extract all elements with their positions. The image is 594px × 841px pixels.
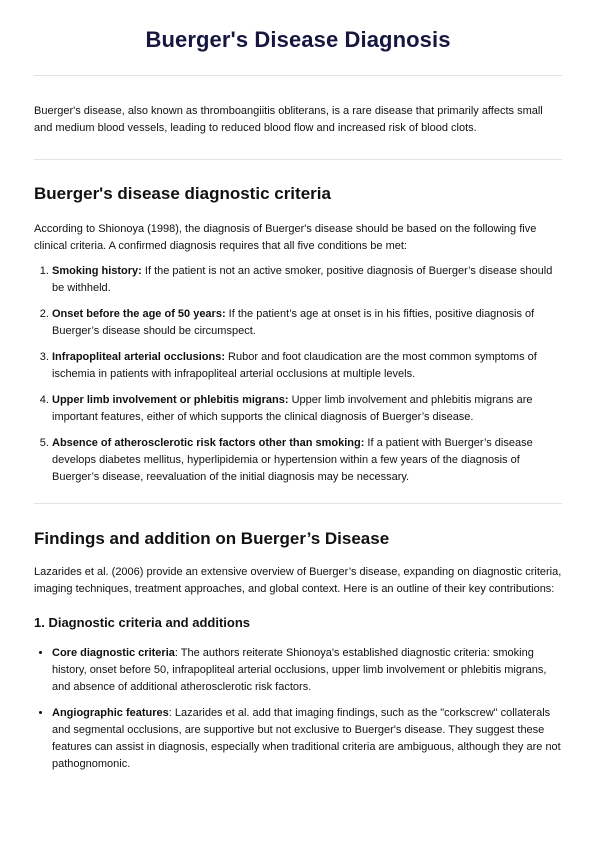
item-text: Rubor and foot claudication are the most common symptoms of ischemia in patients with infrapopliteal arterial occlusions at multiple levels. xyxy=(52,351,537,380)
divider xyxy=(34,159,562,160)
criteria-lead: According to Shionoya (1998), the diagnosis of Buerger's disease should be based on the following five clinical criteria. A confirmed diagnosis requires that all five conditions be met: xyxy=(34,223,537,252)
list-item xyxy=(52,349,562,383)
item-text: Upper limb involvement and phlebitis migrans are important features, either of which supports the clinical diagnosis of Buerger’s disease. xyxy=(52,394,533,423)
intro-paragraph: Buerger's disease, also known as thromboangiitis obliterans, is a rare disease that primarily affects small and medium blood vessels, leading to reduced blood flow and increased risk of blood clots. xyxy=(34,105,543,134)
findings-subheading: 1. Diagnostic criteria and additions xyxy=(34,615,250,630)
findings-list xyxy=(34,645,562,773)
list-item xyxy=(52,306,562,340)
item-text: : The authors reiterate Shionoya's established diagnostic criteria: smoking history, onset before 50, infrapopliteal arterial occlusions, upper limb involvement or phlebitis migrans, and absence of additional atherosclerotic risk factors. xyxy=(52,647,547,693)
item-label: Absence of atherosclerotic risk factors other than smoking: xyxy=(52,437,365,449)
list-item xyxy=(52,263,562,297)
criteria-heading: Buerger's disease diagnostic criteria xyxy=(34,184,331,203)
findings-lead: Lazarides et al. (2006) provide an extensive overview of Buerger’s disease, expanding on diagnostic criteria, imaging techniques, treatment approaches, and global context. Here is an outline of their key contributions: xyxy=(34,566,562,595)
item-label: Onset before the age of 50 years: xyxy=(52,308,226,320)
item-text: If the patient’s age at onset is in his fifties, positive diagnosis of Buerger’s disease should be circumspect. xyxy=(52,308,535,337)
item-label: Infrapopliteal arterial occlusions: xyxy=(52,351,225,363)
list-item xyxy=(52,435,562,486)
findings-heading: Findings and addition on Buerger’s Disease xyxy=(34,529,390,548)
list-item xyxy=(52,645,562,696)
list-item xyxy=(52,705,562,773)
divider xyxy=(34,503,562,504)
item-text: If the patient is not an active smoker, positive diagnosis of Buerger’s disease should be withheld. xyxy=(52,265,553,294)
item-label: Core diagnostic criteria xyxy=(52,647,175,659)
item-label: Upper limb involvement or phlebitis migrans: xyxy=(52,394,289,406)
criteria-list xyxy=(34,263,562,486)
divider xyxy=(34,75,562,76)
document-page xyxy=(34,0,562,782)
list-item xyxy=(52,392,562,426)
item-text: : Lazarides et al. add that imaging findings, such as the "corkscrew" collaterals and segmental occlusions, are supportive but not exclusive to Buerger's disease. They suggest these features can assist in diagnosis, especially when traditional criteria are ambiguous, although they are not pathognomonic. xyxy=(52,707,561,770)
item-label: Angiographic features xyxy=(52,707,169,719)
item-text: If a patient with Buerger’s disease develops diabetes mellitus, hyperlipidemia or hypertension within a few years of the diagnosis of Buerger’s disease, reevaluation of the initial diagnosis may be necessary. xyxy=(52,437,533,483)
page-title: Buerger's Disease Diagnosis xyxy=(145,27,451,52)
item-label: Smoking history: xyxy=(52,265,142,277)
